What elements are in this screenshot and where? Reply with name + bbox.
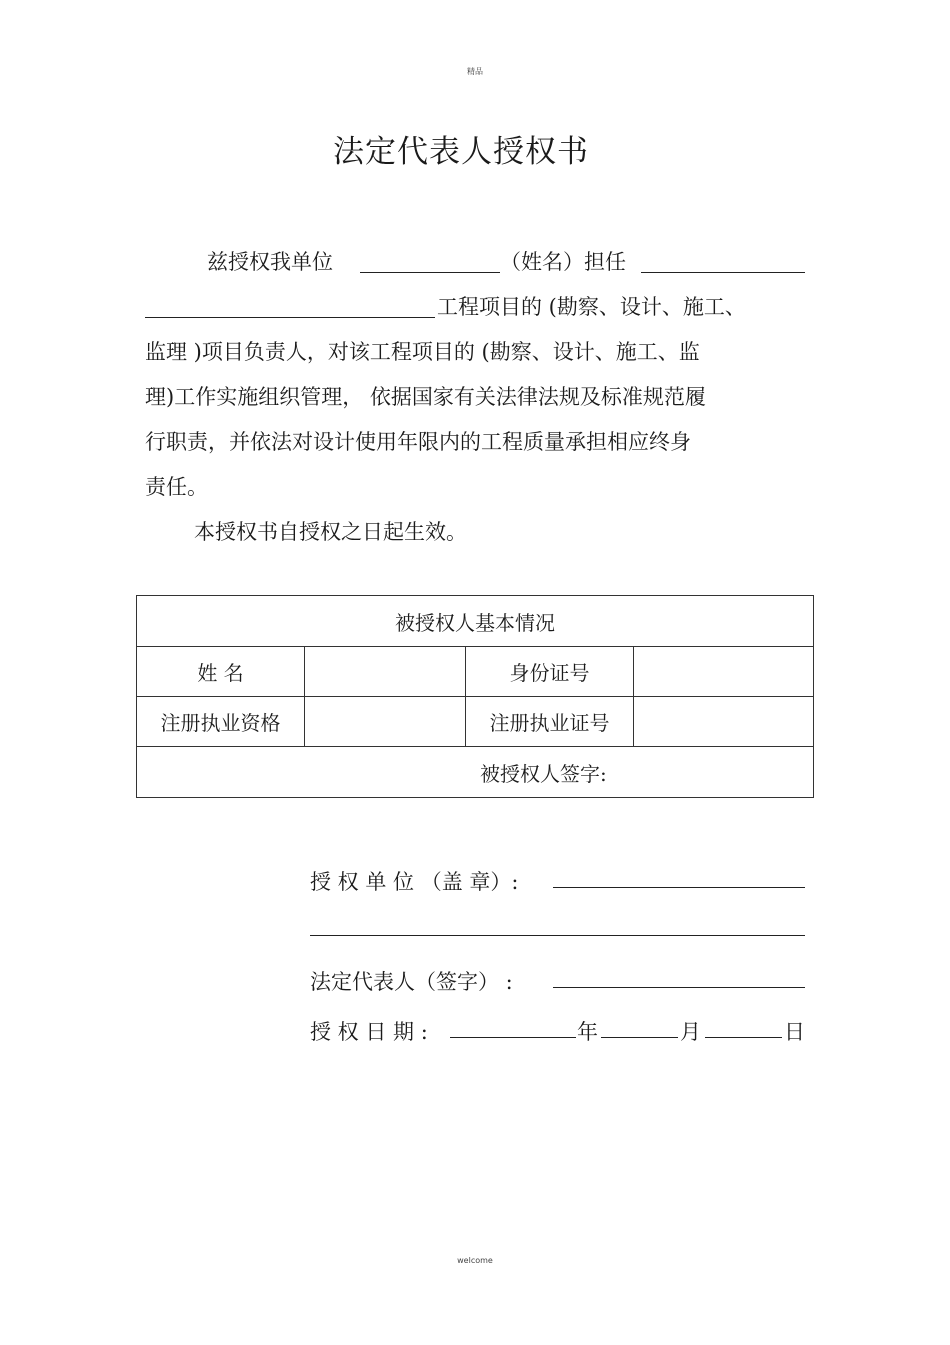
header-note: 精品 xyxy=(467,67,483,76)
legal-rep-line xyxy=(553,987,805,988)
unit-extra-line xyxy=(310,935,805,936)
qualification-value-cell[interactable] xyxy=(305,697,466,747)
year-blank-line xyxy=(450,1037,576,1038)
position-blank-line xyxy=(641,272,805,273)
name-value-cell[interactable] xyxy=(305,647,466,697)
project-blank-line xyxy=(145,317,435,318)
footer-note: welcome xyxy=(457,1256,493,1265)
table-row xyxy=(137,647,814,697)
legal-rep-label: 法定代表人（签字） : xyxy=(310,970,513,994)
day-blank-line xyxy=(705,1037,782,1038)
date-label: 授 权 日 期 : xyxy=(310,1020,428,1044)
month-label: 月 xyxy=(680,1020,701,1044)
signature-cell[interactable] xyxy=(137,747,814,798)
year-label: 年 xyxy=(577,1020,598,1044)
id-value-cell[interactable] xyxy=(634,647,814,697)
body-line6: 责任。 xyxy=(145,475,208,499)
cert-value-cell[interactable] xyxy=(634,697,814,747)
name-blank-line xyxy=(360,272,500,273)
body-line1-a: 兹授权我单位 xyxy=(207,250,333,274)
unit-seal-label: 授 权 单 位 （盖 章）: xyxy=(310,870,519,894)
table-heading-row xyxy=(137,596,814,647)
signature-label: 被授权人签字: xyxy=(480,761,607,786)
body-line2: 工程项目的 (勘察、设计、施工、 xyxy=(437,295,746,319)
id-label-cell: 身份证号 xyxy=(466,647,634,697)
qualification-label-cell: 注册执业资格 xyxy=(137,697,305,747)
body-line5: 行职责，并依法对设计使用年限内的工程质量承担相应终身 xyxy=(145,430,691,454)
body-line7: 本授权书自授权之日起生效。 xyxy=(194,520,467,544)
cert-label-cell: 注册执业证号 xyxy=(466,697,634,747)
body-line1-b: （姓名）担任 xyxy=(500,250,626,274)
table-heading: 被授权人基本情况 xyxy=(137,596,814,647)
unit-seal-line xyxy=(553,887,805,888)
table-row xyxy=(137,697,814,747)
day-label: 日 xyxy=(784,1020,805,1044)
authorized-person-table xyxy=(136,595,814,798)
name-label-cell: 姓 名 xyxy=(137,647,305,697)
month-blank-line xyxy=(601,1037,678,1038)
table-row xyxy=(137,747,814,798)
body-line4: 理)工作实施组织管理， 依据国家有关法律法规及标准规范履 xyxy=(145,385,706,409)
body-line3: 监理 )项目负责人，对该工程项目的 (勘察、设计、施工、监 xyxy=(145,340,700,364)
document-title: 法定代表人授权书 xyxy=(333,134,589,170)
